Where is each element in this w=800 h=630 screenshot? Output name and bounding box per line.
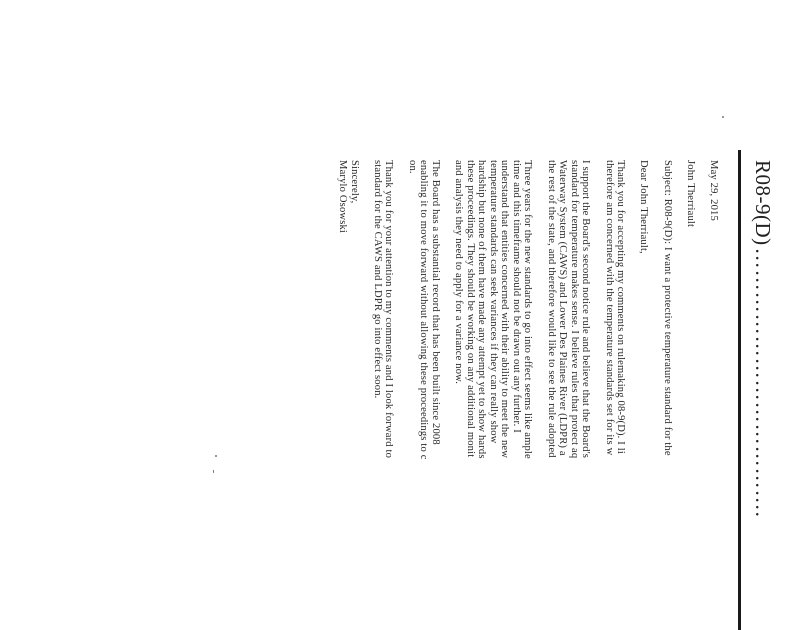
heading-rule — [738, 150, 741, 630]
paragraph-support — [545, 160, 591, 630]
paragraph-line: therefore am concerned with the temperature standards set for its w — [603, 160, 615, 456]
paragraph-line: I support the Board's second notice rule and believe that the Board's — [580, 160, 592, 459]
letter-date: May 29, 2015 — [708, 160, 719, 221]
paragraph-timeframe — [452, 160, 533, 630]
paragraph-line: time and this timeframe should not be drawn out any further. I — [510, 160, 522, 433]
paragraph-line: enabling it to move forward without allowing these proceedings to c — [418, 160, 430, 460]
paragraph-line: the rest of the state, and therefore would like to see the rule adopted — [545, 160, 557, 458]
scanned-letter-page — [275, 160, 775, 630]
paragraph-line: hardship but none of them have made any attempt yet to show hards — [476, 160, 488, 459]
paragraph-intro — [603, 160, 626, 630]
scan-speck — [213, 470, 214, 473]
rulemaking-number: R08-9(D) — [751, 160, 775, 246]
scan-speck — [722, 116, 724, 118]
paragraph-line: Thank you for accepting my comments on rulemaking 08-9(D). I li — [615, 160, 627, 454]
paragraph-line: Thank you for your attention to my comments and I look forward to — [383, 160, 395, 459]
letter-closing: Sincerely, — [348, 160, 360, 204]
document-heading — [751, 160, 775, 630]
letter-recipient: John Therriault — [684, 160, 696, 228]
paragraph-record — [406, 160, 441, 630]
paragraph-line: standard for temperature makes sense. I believe rules that protect aq — [568, 160, 580, 459]
paragraph-line: Waterway System (CAWS) and Lower Des Plaines River (LDPR) a — [557, 160, 569, 456]
paragraph-line: understand that entities concerned with their ability to meet the new — [499, 160, 511, 459]
letter-body — [325, 160, 719, 630]
letter-signature: Marylo Osowski — [337, 160, 348, 234]
paragraph-closing-remarks — [371, 160, 394, 630]
paragraph-line: Three years for the new standards to go into effect seems like ample — [522, 160, 534, 459]
scan-speck — [215, 455, 217, 457]
paragraph-line: these proceedings. They should be working on any additional monit — [464, 160, 476, 458]
paragraph-line: standard for the CAWS and LDPR go into effect soon. — [371, 160, 383, 399]
heading-dot-leader: ………………………………. — [751, 247, 775, 518]
paragraph-line: on. — [406, 160, 418, 174]
letter-salutation: Dear John Therriault, — [638, 160, 650, 254]
paragraph-line: temperature standards can seek variances if they can really show — [487, 160, 499, 444]
paragraph-line: and analysis they need to apply for a variance now. — [452, 160, 464, 385]
paragraph-line: The Board has a substantial record that has been built since 2008 — [429, 160, 441, 445]
letter-subject: Subject: R08-9(D): I want a protective temperature standard for the — [661, 160, 673, 456]
